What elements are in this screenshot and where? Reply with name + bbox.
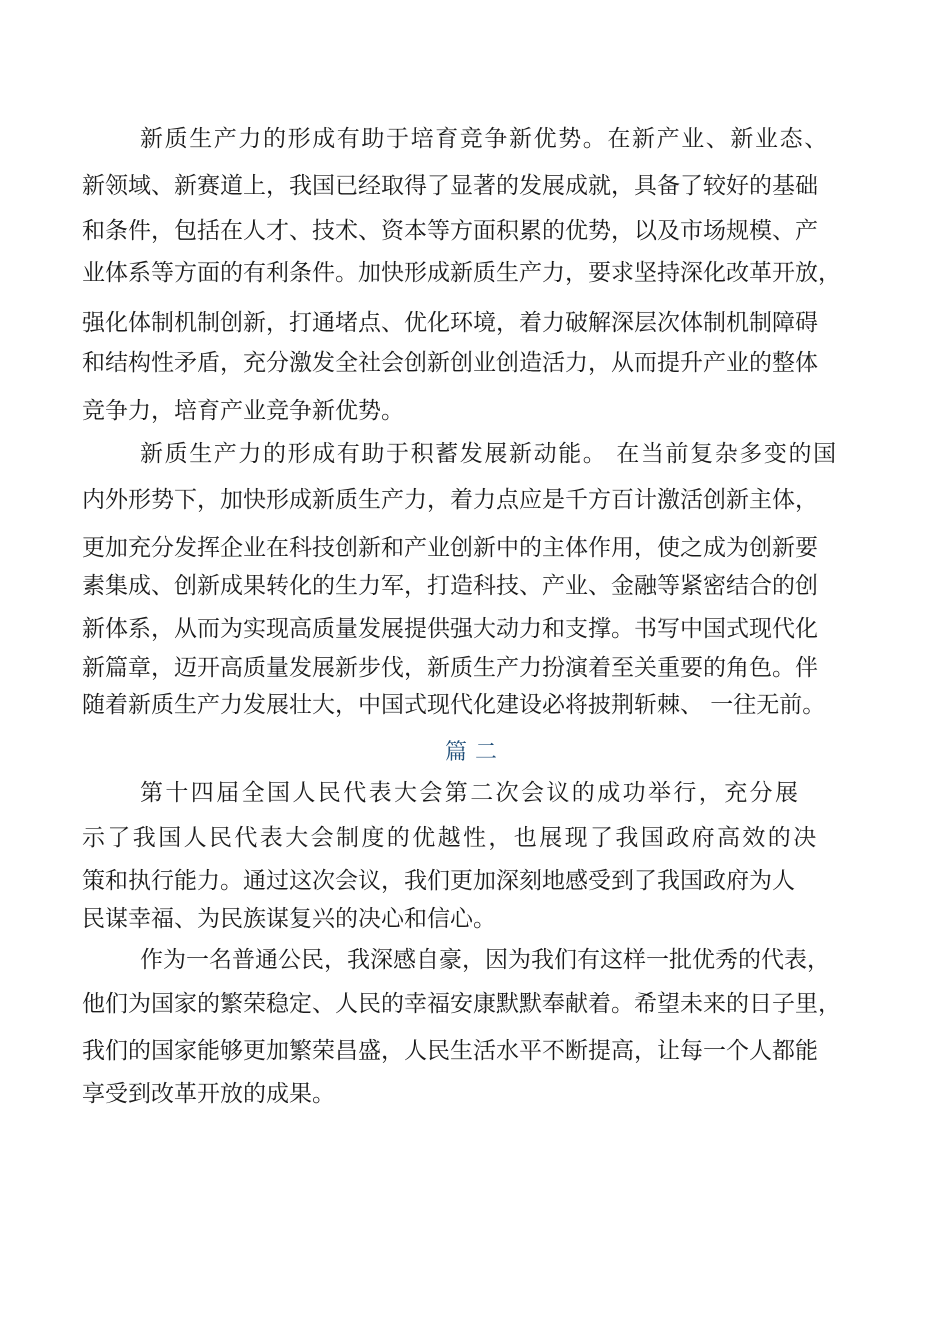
- section-heading: 篇二: [444, 740, 505, 765]
- paragraph-line: 和结构性矛盾，充分激发全社会创新创业创造活力，从而提升产业的整体: [82, 350, 818, 376]
- paragraph-line: 素集成、创新成果转化的生力军，打造科技、产业、金融等紧密结合的创: [82, 573, 818, 599]
- paragraph-line: 第十四届全国人民代表大会第二次会议的成功举行，充分展: [140, 780, 801, 806]
- paragraph-line: 强化体制机制创新，打通堵点、优化环境，着力破解深层次体制机制障碍: [82, 310, 818, 336]
- paragraph-line: 新质生产力的形成有助于积蓄发展新动能。 在当前复杂多变的国: [140, 441, 838, 467]
- paragraph-line: 业体系等方面的有利条件。加快形成新质生产力，要求坚持深化改革开放，: [82, 260, 841, 286]
- paragraph-line: 新体系，从而为实现高质量发展提供强大动力和支撑。书写中国式现代化: [82, 616, 818, 642]
- paragraph-line: 民谋幸福、为民族谋复兴的决心和信心。: [82, 906, 496, 932]
- paragraph-line: 新领域、新赛道上，我国已经取得了显著的发展成就，具备了较好的基础: [82, 173, 818, 199]
- paragraph-line: 新质生产力的形成有助于培育竞争新优势。在新产业、新业态、: [140, 126, 829, 152]
- paragraph-line: 享受到改革开放的成果。: [82, 1081, 335, 1107]
- paragraph-line: 策和执行能力。通过这次会议，我们更加深刻地感受到了我国政府为人: [82, 868, 795, 894]
- paragraph-line: 竞争力，培育产业竞争新优势。: [82, 398, 404, 424]
- paragraph-line: 作为一名普通公民，我深感自豪，因为我们有这样一批优秀的代表，: [140, 947, 830, 973]
- paragraph-line: 我们的国家能够更加繁荣昌盛，人民生活水平不断提高，让每一个人都能: [82, 1038, 818, 1064]
- paragraph-line: 更加充分发挥企业在科技创新和产业创新中的主体作用，使之成为创新要: [82, 535, 818, 561]
- paragraph-line: 和条件，包括在人才、技术、资本等方面积累的优势，以及市场规模、产: [82, 218, 818, 244]
- paragraph-line: 随着新质生产力发展壮大，中国式现代化建设必将披荆斩棘、 一往无前。: [82, 692, 826, 718]
- paragraph-line: 示了我国人民代表大会制度的优越性，也展现了我国政府高效的决: [82, 825, 819, 851]
- paragraph-line: 新篇章，迈开高质量发展新步伐，新质生产力扮演着至关重要的角色。伴: [82, 655, 818, 681]
- paragraph-line: 他们为国家的繁荣稳定、人民的幸福安康默默奉献着。希望未来的日子里，: [82, 991, 841, 1017]
- paragraph-line: 内外形势下，加快形成新质生产力，着力点应是千方百计激活创新主体，: [82, 487, 818, 513]
